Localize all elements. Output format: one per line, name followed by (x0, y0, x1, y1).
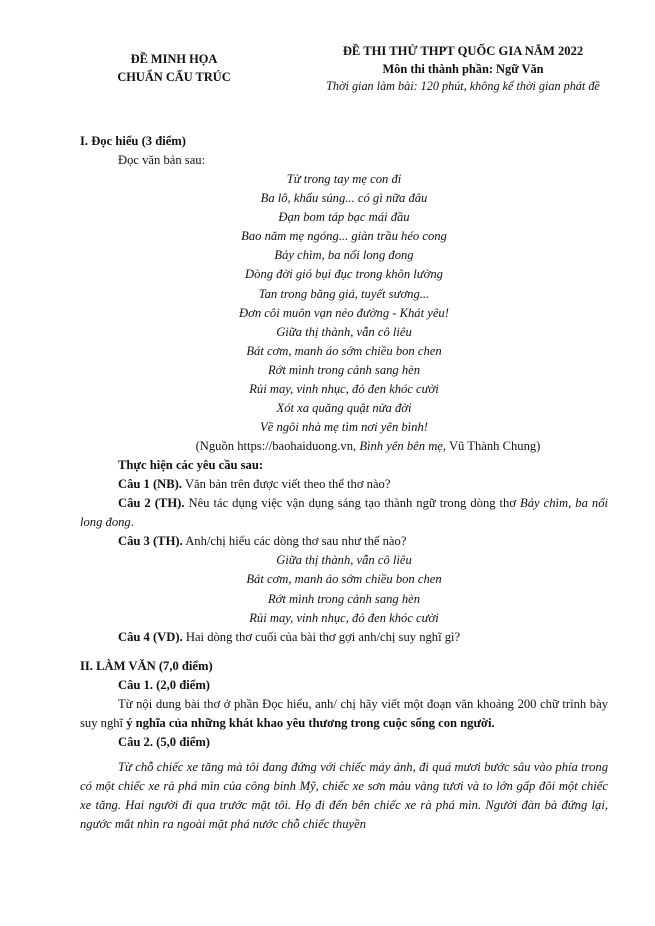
q2-quote: Bảy chìm, ba nổi long đong (80, 496, 608, 530)
section2-heading: II. LÀM VĂN (7,0 điểm) (80, 658, 213, 673)
poem-line: Đơn côi muôn vạn nẻo đường - Khát yêu! (239, 305, 449, 320)
spacer (80, 647, 608, 657)
source-prefix: (Nguồn https://baohaiduong.vn, (195, 439, 360, 454)
poem-line: Từ trong tay mẹ con đi (286, 172, 402, 186)
source-suffix: , Vũ Thành Chung) (442, 439, 541, 454)
q3-poem-line: Giữa thị thành, vẫn cô liêu (276, 553, 412, 568)
section1-heading: I. Đọc hiểu (3 điểm) (80, 134, 186, 148)
poem-source (80, 437, 608, 456)
c1-prompt (80, 695, 608, 733)
q1-text: Văn bản trên được viết theo thể thơ nào? (182, 477, 391, 492)
q2-end: . (130, 515, 134, 530)
c2-label: Câu 2. (5,0 điểm) (118, 734, 210, 749)
poem-line: Giữa thị thành, vẫn cô liêu (276, 324, 412, 339)
q3-poem-line: Rớt mình trong cảnh sang hèn (267, 591, 421, 606)
c1-bold: ý nghĩa của những khát khao yêu thương trong cuộc sống con người. (126, 715, 495, 730)
poem-line: Xót xa quăng quật nửa đời (276, 401, 412, 416)
c1-text: Từ nội dung bài thơ ở phần Đọc hiểu, anh/ chị hãy viết một đoạn văn khoảng 200 chữ trình bày suy nghĩ (80, 696, 608, 730)
poem-line: Bao năm mẹ ngóng... giàn trầu héo cong (241, 229, 447, 244)
question-4 (80, 628, 608, 647)
c1-label: Câu 1. (2,0 điểm) (118, 677, 210, 692)
q3-poem-line: Rủi may, vinh nhục, đỏ đen khóc cười (249, 610, 439, 625)
exam-subject: Môn thi thành phần: Ngữ Văn (382, 61, 544, 76)
poem-line: Rủi may, vinh nhục, đỏ đen khóc cười (249, 382, 439, 397)
q3-poem (80, 551, 608, 627)
poem-line: Dòng đời gió bụi đục trong khôn lường (245, 267, 443, 282)
poem-line: Bát cơm, manh áo sớm chiều bon chen (246, 343, 442, 358)
q3-text: Anh/chị hiểu các dòng thơ sau như thế nào? (182, 534, 407, 549)
header-right (300, 43, 626, 96)
header-left-line2: CHUẨN CẤU TRÚC (117, 70, 231, 84)
poem-line: Ba lô, khẩu súng... có gì nữa đâu (260, 191, 428, 206)
header-left (88, 50, 260, 86)
q4-label: Câu 4 (VD). (118, 629, 183, 644)
poem-line: Đạn bom táp bạc mái đầu (278, 210, 410, 225)
source-title: Bình yên bên mẹ (359, 439, 443, 454)
poem-line: Tan trong băng giá, tuyết sương... (258, 286, 430, 301)
q4-text: Hai dòng thơ cuối của bài thơ gợi anh/chị suy nghĩ gì? (182, 629, 461, 644)
section1-intro: Đọc văn bản sau: (118, 153, 206, 167)
exam-body (80, 132, 608, 834)
poem-line: Bảy chìm, ba nổi long đong (274, 248, 414, 263)
q3-label: Câu 3 (TH). (118, 534, 183, 549)
poem-line: Về ngôi nhà mẹ tìm nơi yên bình! (260, 420, 428, 435)
c2-passage: Từ chỗ chiếc xe tăng mà tôi đang đứng với chiếc máy ảnh, đi quá mươi bước sâu vào phía trong có một chiếc xe rà phá mìn của công binh Mỹ, chiếc xe sơn màu vàng tươi và to lớn gấp đôi một chiếc xe tăng. Hai người đi qua trước mặt tôi. Họ đi đến bên chiếc xe rà phá mìn. Người đàn bà đứng lại, ngước mắt nhìn ra ngoài mặt phá nước chỗ chiếc thuyền (80, 759, 608, 831)
q2-label: Câu 2 (TH). (118, 496, 185, 511)
q3-poem-line: Bát cơm, manh áo sớm chiều bon chen (246, 572, 442, 587)
poem-line: Rớt mình trong cảnh sang hèn (267, 362, 421, 377)
exam-title: ĐỀ THI THỬ THPT QUỐC GIA NĂM 2022 (342, 44, 584, 58)
question-1 (80, 475, 608, 494)
question-2 (80, 494, 608, 532)
header-left-line1: ĐỀ MINH HỌA (130, 52, 218, 66)
q2-text: Nêu tác dụng việc vận dụng sáng tạo thành ngữ trong dòng thơ (184, 496, 521, 511)
question-3 (80, 532, 608, 551)
tasks-heading: Thực hiện các yêu cầu sau: (118, 458, 264, 473)
poem (80, 170, 608, 437)
q1-label: Câu 1 (NB). (118, 477, 183, 492)
exam-time: Thời gian làm bài: 120 phút, không kể thời gian phát đề (326, 79, 600, 93)
